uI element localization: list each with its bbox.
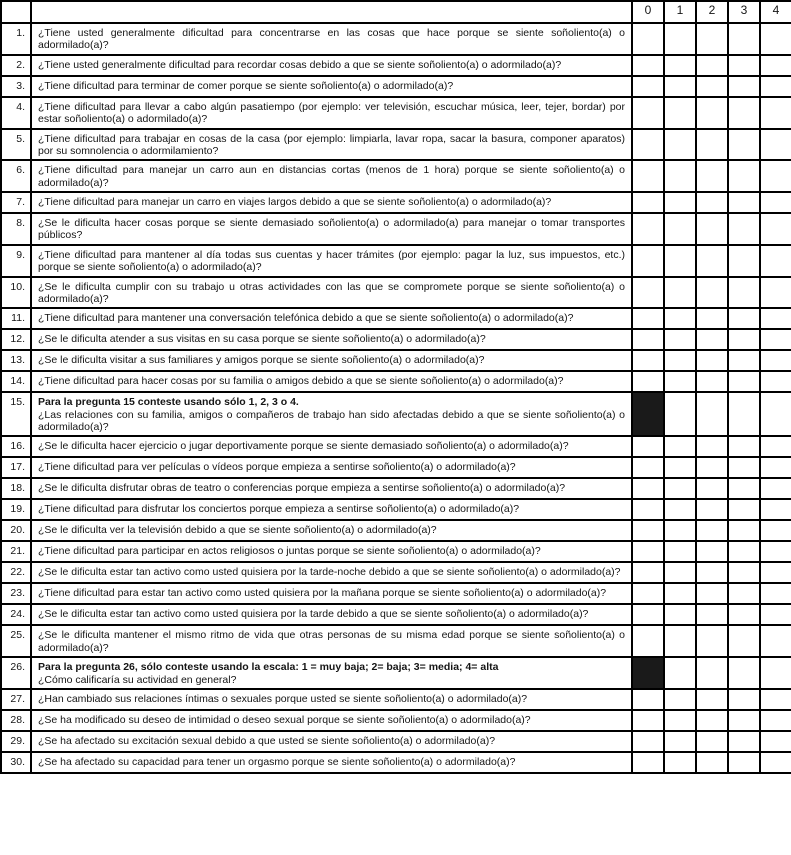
question-cell — [31, 752, 632, 773]
answer-cell[interactable] — [632, 604, 664, 625]
answer-cell[interactable] — [728, 752, 760, 773]
answer-cell[interactable] — [728, 329, 760, 350]
answer-cell[interactable] — [728, 192, 760, 213]
question-cell — [31, 55, 632, 76]
answer-cell[interactable] — [632, 329, 664, 350]
question-column-header — [31, 1, 632, 23]
answer-cell[interactable] — [696, 129, 728, 161]
question-cell — [31, 731, 632, 752]
question-row — [1, 583, 791, 604]
question-text: ¿Tiene dificultad para participar en actos religiosos o juntas porque se siente soñoliento(a) o adormilado(a)? — [38, 545, 541, 558]
answer-cell[interactable] — [728, 562, 760, 583]
answer-cell[interactable] — [632, 192, 664, 213]
question-cell — [31, 76, 632, 97]
answer-cell[interactable] — [664, 329, 696, 350]
answer-cell[interactable] — [696, 625, 728, 657]
answer-cell[interactable] — [760, 160, 791, 192]
number-column-header — [1, 1, 31, 23]
answer-cell[interactable] — [728, 129, 760, 161]
score-column-header: 2 — [696, 1, 728, 23]
answer-cell[interactable] — [728, 478, 760, 499]
answer-cell[interactable] — [696, 583, 728, 604]
answer-cell[interactable] — [664, 478, 696, 499]
answer-cell[interactable] — [664, 371, 696, 392]
answer-cell[interactable] — [664, 436, 696, 457]
answer-cell[interactable] — [664, 689, 696, 710]
answer-cell[interactable] — [728, 392, 760, 436]
question-row — [1, 710, 791, 731]
answer-cell[interactable] — [632, 520, 664, 541]
answer-cell[interactable] — [760, 76, 791, 97]
question-row — [1, 392, 791, 436]
question-text: ¿Se le dificulta estar tan activo como usted quisiera por la tarde-noche debido a que se siente soñoliento(a) o adormilado(a)? — [38, 566, 621, 579]
answer-cell[interactable] — [696, 499, 728, 520]
answer-cell[interactable] — [664, 129, 696, 161]
question-row — [1, 245, 791, 277]
answer-cell[interactable] — [664, 192, 696, 213]
question-cell — [31, 689, 632, 710]
question-cell — [31, 371, 632, 392]
answer-cell[interactable] — [728, 308, 760, 329]
question-row — [1, 308, 791, 329]
answer-cell[interactable] — [696, 76, 728, 97]
answer-cell[interactable] — [728, 55, 760, 76]
question-text: ¿Se le dificulta hacer cosas porque se siente demasiado soñoliento(a) o adormilado(a) para manejar o tomar transportes públicos? — [38, 217, 625, 242]
question-number: 21. — [1, 541, 31, 562]
answer-cell[interactable] — [728, 731, 760, 752]
answer-cell[interactable] — [760, 625, 791, 657]
question-number: 11. — [1, 308, 31, 329]
answer-cell[interactable] — [664, 520, 696, 541]
answer-cell[interactable] — [728, 160, 760, 192]
answer-cell[interactable] — [728, 499, 760, 520]
question-row — [1, 520, 791, 541]
answer-cell[interactable] — [664, 583, 696, 604]
answer-cell[interactable] — [664, 76, 696, 97]
answer-cell[interactable] — [728, 350, 760, 371]
question-text: ¿Han cambiado sus relaciones íntimas o sexuales porque usted se siente soñoliento(a) o adormilado(a)? — [38, 692, 528, 705]
answer-cell[interactable] — [664, 657, 696, 689]
answer-cell[interactable] — [664, 245, 696, 277]
answer-cell[interactable] — [728, 436, 760, 457]
answer-cell[interactable] — [696, 731, 728, 752]
question-number: 18. — [1, 478, 31, 499]
answer-cell[interactable] — [632, 625, 664, 657]
question-number: 6. — [1, 160, 31, 192]
answer-cell[interactable] — [632, 55, 664, 76]
question-number: 29. — [1, 731, 31, 752]
question-cell — [31, 657, 632, 689]
question-number: 5. — [1, 129, 31, 161]
question-number: 19. — [1, 499, 31, 520]
answer-cell[interactable] — [696, 277, 728, 309]
answer-cell[interactable] — [632, 23, 664, 55]
question-text: ¿Las relaciones con su familia, amigos o compañeros de trabajo han sido afectadas debido a que se siente soñoliento(a) o adormilado(a)? — [38, 408, 625, 433]
answer-cell[interactable] — [696, 23, 728, 55]
question-row — [1, 731, 791, 752]
answer-cell[interactable] — [696, 562, 728, 583]
answer-cell[interactable] — [760, 710, 791, 731]
answer-cell[interactable] — [664, 457, 696, 478]
answer-cell[interactable] — [696, 350, 728, 371]
question-row — [1, 436, 791, 457]
answer-cell[interactable] — [760, 245, 791, 277]
answer-cell[interactable] — [760, 689, 791, 710]
answer-cell[interactable] — [760, 583, 791, 604]
question-cell — [31, 245, 632, 277]
question-text: ¿Se le dificulta hacer ejercicio o jugar deportivamente porque se siente demasiado soñoliento(a) o adormilado(a)? — [38, 440, 569, 453]
answer-cell[interactable] — [728, 541, 760, 562]
answer-cell[interactable] — [696, 55, 728, 76]
question-row — [1, 97, 791, 129]
question-number: 22. — [1, 562, 31, 583]
question-cell — [31, 23, 632, 55]
answer-cell[interactable] — [728, 657, 760, 689]
question-text: ¿Se le dificulta visitar a sus familiares y amigos porque se siente soñoliento(a) o adormilado(a)? — [38, 354, 485, 367]
blocked-answer-cell — [632, 657, 664, 689]
question-row — [1, 76, 791, 97]
answer-cell[interactable] — [728, 604, 760, 625]
question-cell — [31, 604, 632, 625]
answer-cell[interactable] — [632, 689, 664, 710]
question-text: ¿Tiene dificultad para llevar a cabo algún pasatiempo (por ejemplo: ver televisión, escuchar música, leer, tejer, bordar) por estar soñoliento(a) o adormilado(a)? — [38, 100, 625, 126]
answer-cell[interactable] — [728, 689, 760, 710]
question-number: 13. — [1, 350, 31, 371]
question-number: 27. — [1, 689, 31, 710]
question-cell — [31, 710, 632, 731]
question-cell — [31, 499, 632, 520]
answer-cell[interactable] — [664, 625, 696, 657]
answer-cell[interactable] — [632, 371, 664, 392]
answer-cell[interactable] — [696, 457, 728, 478]
question-row — [1, 160, 791, 192]
answer-cell[interactable] — [728, 23, 760, 55]
question-text: ¿Cómo calificaría su actividad en general? — [38, 673, 237, 686]
question-text: ¿Se le dificulta mantener el mismo ritmo de vida que otras personas de su misma edad porque se siente soñoliento(a) o adormilado(a)? — [38, 629, 625, 654]
answer-cell[interactable] — [760, 457, 791, 478]
question-number: 14. — [1, 371, 31, 392]
answer-cell[interactable] — [664, 499, 696, 520]
question-number: 4. — [1, 97, 31, 129]
answer-cell[interactable] — [696, 520, 728, 541]
instruction-text: Para la pregunta 26, sólo conteste usando la escala: 1 = muy baja; 2= baja; 3= media; 4= alta — [38, 661, 499, 674]
answer-cell[interactable] — [696, 541, 728, 562]
score-column-header: 4 — [760, 1, 791, 23]
answer-cell[interactable] — [632, 213, 664, 245]
answer-cell[interactable] — [664, 731, 696, 752]
answer-cell[interactable] — [632, 308, 664, 329]
answer-cell[interactable] — [696, 97, 728, 129]
answer-cell[interactable] — [632, 245, 664, 277]
answer-cell[interactable] — [760, 520, 791, 541]
question-number: 10. — [1, 277, 31, 309]
question-text: ¿Se le dificulta disfrutar obras de teatro o conferencias porque empieza a sentirse soñoliento(a) o adormilado(a)? — [38, 482, 566, 495]
question-number: 26. — [1, 657, 31, 689]
question-text: ¿Tiene dificultad para mantener una conversación telefónica debido a que se siente soñoliento(a) o adormilado(a)? — [38, 312, 574, 325]
answer-cell[interactable] — [696, 689, 728, 710]
question-row — [1, 129, 791, 161]
answer-cell[interactable] — [664, 23, 696, 55]
question-cell — [31, 541, 632, 562]
question-text: ¿Tiene dificultad para mantener al día todas sus cuentas y hacer trámites (por ejemplo: pagar la luz, sus impuestos, etc.) porque se siente soñoliento(a) o adormilado(a)? — [38, 248, 625, 274]
question-number: 3. — [1, 76, 31, 97]
question-cell — [31, 213, 632, 245]
question-number: 25. — [1, 625, 31, 657]
question-text: ¿Tiene dificultad para ver películas o vídeos porque empieza a sentirse soñoliento(a) o adormilado(a)? — [38, 461, 516, 474]
answer-cell[interactable] — [632, 478, 664, 499]
answer-cell[interactable] — [696, 436, 728, 457]
answer-cell[interactable] — [664, 97, 696, 129]
answer-cell[interactable] — [760, 277, 791, 309]
question-number: 1. — [1, 23, 31, 55]
question-text: ¿Se le dificulta cumplir con su trabajo u otras actividades con las que se compromete porque se siente soñoliento(a) o adormilado(a)? — [38, 280, 625, 305]
answer-cell[interactable] — [632, 562, 664, 583]
answer-cell[interactable] — [664, 710, 696, 731]
question-row — [1, 213, 791, 245]
answer-cell[interactable] — [760, 308, 791, 329]
question-row — [1, 562, 791, 583]
answer-cell[interactable] — [632, 457, 664, 478]
question-row — [1, 350, 791, 371]
score-column-header: 3 — [728, 1, 760, 23]
question-row — [1, 604, 791, 625]
answer-cell[interactable] — [760, 436, 791, 457]
blocked-answer-cell — [632, 392, 664, 436]
question-cell — [31, 562, 632, 583]
score-column-header: 0 — [632, 1, 664, 23]
question-number: 7. — [1, 192, 31, 213]
question-number: 28. — [1, 710, 31, 731]
question-text: ¿Tiene dificultad para trabajar en cosas de la casa (por ejemplo: limpiarla, lavar ropa, sacar la basura, componer aparatos) por su somnolencia o adormilamiento? — [38, 132, 625, 157]
question-row — [1, 625, 791, 657]
answer-cell[interactable] — [664, 308, 696, 329]
question-cell — [31, 478, 632, 499]
answer-cell[interactable] — [632, 76, 664, 97]
question-row — [1, 499, 791, 520]
answer-cell[interactable] — [664, 541, 696, 562]
answer-cell[interactable] — [632, 710, 664, 731]
question-cell — [31, 436, 632, 457]
instruction-text: Para la pregunta 15 conteste usando sólo 1, 2, 3 o 4. — [38, 396, 299, 409]
answer-cell[interactable] — [760, 213, 791, 245]
answer-cell[interactable] — [760, 731, 791, 752]
answer-cell[interactable] — [728, 625, 760, 657]
answer-cell[interactable] — [632, 277, 664, 309]
question-row — [1, 752, 791, 773]
answer-cell[interactable] — [696, 329, 728, 350]
answer-cell[interactable] — [696, 192, 728, 213]
question-row — [1, 192, 791, 213]
question-text: ¿Tiene dificultad para estar tan activo como usted quisiera por la mañana porque se siente soñoliento(a) o adormilado(a)? — [38, 587, 607, 600]
question-row — [1, 478, 791, 499]
question-text: ¿Tiene dificultad para manejar un carro en viajes largos debido a que se siente soñoliento(a) o adormilado(a)? — [38, 196, 552, 208]
answer-cell[interactable] — [664, 55, 696, 76]
question-row — [1, 371, 791, 392]
answer-cell[interactable] — [760, 129, 791, 161]
answer-cell[interactable] — [760, 657, 791, 689]
answer-cell[interactable] — [696, 245, 728, 277]
question-text: ¿Tiene dificultad para manejar un carro aun en distancias cortas (menos de 1 hora) porque se siente soñoliento(a) o adormilado(a)? — [38, 164, 625, 189]
question-text: ¿Tiene usted generalmente dificultad para recordar cosas debido a que se siente soñoliento(a) o adormilado(a)? — [38, 58, 562, 71]
answer-cell[interactable] — [760, 97, 791, 129]
answer-cell[interactable] — [632, 541, 664, 562]
question-cell — [31, 625, 632, 657]
question-text: ¿Se le dificulta estar tan activo como usted quisiera por la tarde debido a que se siente soñoliento(a) o adormilado(a)? — [38, 608, 589, 621]
question-row — [1, 657, 791, 689]
answer-cell[interactable] — [696, 604, 728, 625]
question-text: ¿Se ha afectado su excitación sexual debido a que usted se siente soñoliento(a) o adormilado(a)? — [38, 734, 496, 747]
question-number: 12. — [1, 329, 31, 350]
answer-cell[interactable] — [664, 160, 696, 192]
answer-cell[interactable] — [632, 97, 664, 129]
question-row — [1, 55, 791, 76]
answer-cell[interactable] — [696, 710, 728, 731]
answer-cell[interactable] — [728, 277, 760, 309]
answer-cell[interactable] — [664, 392, 696, 436]
question-number: 16. — [1, 436, 31, 457]
question-text: ¿Se ha afectado su capacidad para tener un orgasmo porque se siente soñoliento(a) o adormilado(a)? — [38, 755, 516, 768]
question-cell — [31, 192, 632, 213]
answer-cell[interactable] — [664, 562, 696, 583]
answer-cell[interactable] — [728, 371, 760, 392]
question-cell — [31, 277, 632, 309]
answer-cell[interactable] — [696, 213, 728, 245]
answer-cell[interactable] — [760, 478, 791, 499]
answer-cell[interactable] — [696, 308, 728, 329]
question-cell — [31, 129, 632, 161]
question-row — [1, 277, 791, 309]
answer-cell[interactable] — [696, 752, 728, 773]
question-text: ¿Se ha modificado su deseo de intimidad o deseo sexual porque se siente soñoliento(a) o adormilado(a)? — [38, 713, 531, 726]
question-cell — [31, 97, 632, 129]
answer-cell[interactable] — [632, 752, 664, 773]
answer-cell[interactable] — [728, 76, 760, 97]
answer-cell[interactable] — [760, 23, 791, 55]
table-body — [1, 23, 791, 773]
question-number: 2. — [1, 55, 31, 76]
answer-cell[interactable] — [632, 350, 664, 371]
question-cell — [31, 457, 632, 478]
answer-cell[interactable] — [728, 245, 760, 277]
answer-cell[interactable] — [632, 583, 664, 604]
answer-cell[interactable] — [632, 129, 664, 161]
question-cell — [31, 392, 632, 436]
question-number: 9. — [1, 245, 31, 277]
answer-cell[interactable] — [696, 160, 728, 192]
answer-cell[interactable] — [760, 350, 791, 371]
answer-cell[interactable] — [632, 160, 664, 192]
answer-cell[interactable] — [696, 657, 728, 689]
question-number: 17. — [1, 457, 31, 478]
answer-cell[interactable] — [696, 478, 728, 499]
question-cell — [31, 308, 632, 329]
question-text: ¿Tiene dificultad para disfrutar los conciertos porque empieza a sentirse soñoliento(a) o adormilado(a)? — [38, 503, 520, 516]
answer-cell[interactable] — [728, 583, 760, 604]
answer-cell[interactable] — [760, 192, 791, 213]
answer-cell[interactable] — [760, 329, 791, 350]
header-row — [1, 1, 791, 23]
answer-cell[interactable] — [760, 371, 791, 392]
question-number: 24. — [1, 604, 31, 625]
answer-cell[interactable] — [696, 371, 728, 392]
answer-cell[interactable] — [760, 562, 791, 583]
answer-cell[interactable] — [632, 731, 664, 752]
question-number: 8. — [1, 213, 31, 245]
question-row — [1, 457, 791, 478]
question-row — [1, 23, 791, 55]
answer-cell[interactable] — [664, 752, 696, 773]
question-number: 23. — [1, 583, 31, 604]
answer-cell[interactable] — [728, 710, 760, 731]
question-row — [1, 329, 791, 350]
answer-cell[interactable] — [760, 541, 791, 562]
answer-cell[interactable] — [760, 604, 791, 625]
answer-cell[interactable] — [632, 499, 664, 520]
question-row — [1, 689, 791, 710]
question-text: ¿Se le dificulta atender a sus visitas en su casa porque se siente soñoliento(a) o adormilado(a)? — [38, 333, 486, 346]
answer-cell[interactable] — [664, 350, 696, 371]
question-row — [1, 541, 791, 562]
answer-cell[interactable] — [664, 277, 696, 309]
question-text: ¿Tiene dificultad para hacer cosas por su familia o amigos debido a que se siente soñoliento(a) o adormilado(a)? — [38, 375, 564, 388]
answer-cell[interactable] — [760, 392, 791, 436]
answer-cell[interactable] — [728, 213, 760, 245]
question-number: 20. — [1, 520, 31, 541]
question-cell — [31, 350, 632, 371]
question-cell — [31, 329, 632, 350]
answer-cell[interactable] — [728, 520, 760, 541]
question-number: 30. — [1, 752, 31, 773]
question-cell — [31, 520, 632, 541]
answer-cell[interactable] — [632, 436, 664, 457]
question-text: ¿Tiene dificultad para terminar de comer porque se siente soñoliento(a) o adormilado(a)? — [38, 79, 454, 92]
answer-cell[interactable] — [728, 457, 760, 478]
answer-cell[interactable] — [728, 97, 760, 129]
question-cell — [31, 583, 632, 604]
answer-cell[interactable] — [760, 752, 791, 773]
question-cell — [31, 160, 632, 192]
question-text: ¿Tiene usted generalmente dificultad para concentrarse en las cosas que hace porque se siente soñoliento(a) o adormilado(a)? — [38, 27, 625, 52]
answer-cell[interactable] — [760, 55, 791, 76]
answer-cell[interactable] — [696, 392, 728, 436]
answer-cell[interactable] — [664, 604, 696, 625]
answer-cell[interactable] — [664, 213, 696, 245]
question-text: ¿Se le dificulta ver la televisión debido a que se siente soñoliento(a) o adormilado(a)? — [38, 524, 437, 537]
score-column-header: 1 — [664, 1, 696, 23]
question-number: 15. — [1, 392, 31, 436]
answer-cell[interactable] — [760, 499, 791, 520]
